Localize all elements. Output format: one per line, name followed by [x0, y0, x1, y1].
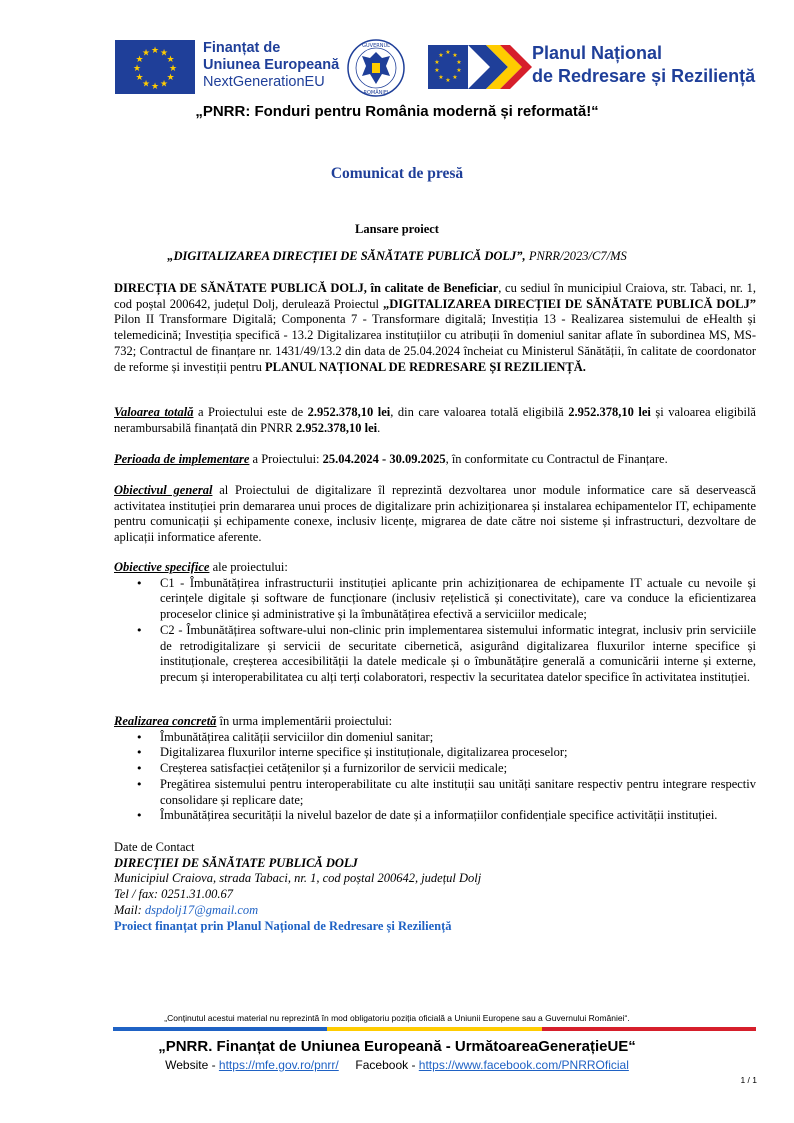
footer-links: Website - https://mfe.gov.ro/pnrr/ Facebook - https://www.facebook.com/PNRROficial: [165, 1058, 629, 1072]
svg-text:★: ★: [452, 52, 458, 59]
value-paragraph: Valoarea totală a Proiectului este de 2.952.378,10 lei, din care valoarea totală eligibilă 2.952.378,10 lei și valoarea eligibilă nerambursabilă finanțată din PNRR 2.952.378,10 lei.: [114, 405, 756, 435]
svg-text:★: ★: [150, 46, 160, 56]
svg-text:★: ★: [456, 67, 462, 74]
svg-text:★: ★: [141, 79, 151, 90]
funding-note: Proiect finanțat prin Planul Național de Redresare și Reziliență: [114, 918, 452, 933]
header-logos: [0, 36, 794, 98]
period-paragraph: Perioada de implementare a Proiectului: 25.04.2024 - 30.09.2025, în conformitate cu Contractul de Finanțare.: [114, 452, 668, 466]
results-section: Realizarea concretă în urma implementării proiectului: • Îmbunătățirea calității serviciilor din domeniul sanitar; • Digitalizarea fluxurilor interne specifice și instituționale, digitalizarea proceselor; • Creșterea satisfacției cetățenilor și a furnizorilor de servicii medicale; • Pregătirea sistemului pentru interoperabilitate cu alte instituții sau unități sanitare respectiv pentru integrare respectiv consolidare și replicare date; • Îmbunătățirea securității la nivelul bazelor de date și a informațiilor confidențiale specifice activității instituției.: [114, 714, 756, 824]
svg-text:★: ★: [438, 52, 444, 59]
eu-funding-label: Finanțat de Uniunea Europeană NextGenerationEU: [203, 40, 340, 90]
slogan: „PNRR: Fonduri pentru România modernă și reformată!“: [195, 103, 599, 120]
list-item: • Digitalizarea fluxurilor interne specifice și instituționale, digitalizarea proceselor;: [114, 745, 756, 761]
website-link[interactable]: https://mfe.gov.ro/pnrr/: [218, 1058, 339, 1072]
project-title: „DIGITALIZAREA DIRECȚIEI DE SĂNĂTATE PUBLICĂ DOLJ”, PNRR/2023/C7/MS: [167, 249, 627, 263]
svg-text:★: ★: [141, 48, 151, 59]
list-item: • Pregătirea sistemului pentru interoperabilitate cu alte instituții sau unități sanitare respectiv pentru integrare respectiv consolidare și replicare date;: [114, 777, 756, 808]
list-item: • Îmbunătățirea calității serviciilor din domeniul sanitar;: [114, 730, 756, 746]
svg-text:★: ★: [159, 79, 169, 90]
disclaimer: „Conținutul acestui material nu reprezintă în mod obligatoriu poziția oficială a Uniunii Europene sau a Guvernului României“.: [164, 1013, 630, 1023]
crest-bottom-text: ROMÂNIEI: [363, 90, 389, 96]
list-item: • Îmbunătățirea securității la nivelul bazelor de date și a informațiilor confidențiale specifice activității instituției.: [114, 808, 756, 824]
government-crest-icon: [346, 38, 406, 98]
pnrr-title: Planul Național de Redresare și Reziliență: [532, 43, 756, 86]
contact-heading: Date de Contact: [114, 840, 195, 854]
footer-title: „PNRR. Finanțat de Uniunea Europeană - UrmătoareaGenerațieUE“: [158, 1038, 636, 1055]
list-item: • C2 - Îmbunătățirea software-ului non-clinic prin implementarea sistemului informatic integrat, inclusiv prin serviciile de retrodigitalizare și servicii de securitate cibernetică, asigurând digitalizarea fluxurilor interne specifice și instituționale, creșterea accesibilității la datele medicale și o îmbunătățire generală a comunicării interne și externe, precum și interoperabilitatea cu alți terți colaboratori, respectiv la securitatea datelor specifice în activitatea instituției.: [114, 623, 756, 686]
intro-paragraph: DIRECȚIA DE SĂNĂTATE PUBLICĂ DOLJ, în calitate de Beneficiar, cu sediul în municipiul Craiova, str. Tabaci, nr. 1, cod poștal 200642, județul Dolj, derulează Proiectul „DIGITALIZAREA DIRECȚIEI DE SĂNĂTATE PUBLICĂ DOLJ” Pilon II Transformare Digitală; Componenta 7 - Transformare digitală; Investiția 13 - Realizarea sistemului de eHealth și telemedicină; Investiția specifică - 13.2 Digitalizarea instituțiilor cu atribuții în domeniul sanitar aflate în subordinea MS, MS-732; Contractul de finanțare nr. 1431/49/13.2 din data de 25.04.2024 încheiat cu Ministerul Sănătății, în calitate de coordonator de reforme și investiții pentru PLANUL NAȚIONAL DE REDRESARE ȘI REZILIENȚĂ.: [114, 281, 757, 374]
svg-text:★: ★: [132, 64, 142, 74]
contact-block: [114, 840, 714, 934]
objective-paragraph: Obiectivul general al Proiectului de digitalizare îl reprezintă dezvoltarea unor module informatice care să deservească activitatea instituției prin demararea unui proces de digitalizare prin achiziționarea și instalarea echipamentelor IT, echipamente pentru comunicații și echipamente conexe, inclusiv licențe, migrarea de date către noi sisteme și infrastructuri, dezvoltare de aplicații informatice aferente.: [114, 483, 756, 545]
mail-link[interactable]: dspdolj17@gmail.com: [144, 902, 259, 917]
svg-text:★: ★: [434, 59, 440, 66]
contact-org: DIRECȚIEI DE SĂNĂTATE PUBLICĂ DOLJ: [114, 855, 358, 870]
contact-phone: Tel / fax: 0251.31.00.67: [114, 887, 233, 902]
svg-text:★: ★: [456, 59, 462, 66]
facebook-link[interactable]: https://www.facebook.com/PNRROficial: [418, 1058, 629, 1072]
contact-address: Municipiul Craiova, strada Tabaci, nr. 1, cod poștal 200642, județul Dolj: [114, 871, 482, 886]
eu-flag-icon: [115, 40, 195, 94]
svg-text:★: ★: [445, 77, 451, 84]
page-title: Comunicat de presă: [330, 165, 464, 182]
section-heading: Lansare proiect: [355, 222, 439, 236]
list-item: • C1 - Îmbunătățirea infrastructurii instituției aplicante prin achiziționarea de echipamente IT actuale cu nevoile și cerințele digitale și software de funcționare (inclusiv rețelistică și conectivitate), care va conduce la eficientizarea proceselor clinice și administrative și la îmbunătățirea efectivă a serviciilor medicale;: [114, 576, 756, 623]
svg-text:★: ★: [135, 55, 144, 65]
svg-text:★: ★: [438, 74, 444, 81]
svg-text:★: ★: [166, 73, 175, 83]
svg-text:★: ★: [445, 49, 451, 56]
svg-text:★: ★: [434, 67, 440, 74]
page-number: 1 / 1: [740, 1075, 757, 1085]
list-item: • Creșterea satisfacției cetățenilor și a furnizorilor de servicii medicale;: [114, 761, 756, 777]
svg-text:★: ★: [135, 73, 144, 83]
svg-text:★: ★: [150, 82, 160, 92]
svg-text:★: ★: [166, 55, 175, 65]
specific-objectives: Obiective specifice ale proiectului: • C1 - Îmbunătățirea infrastructurii instituției aplicante prin achiziționarea de echipamente IT actuale cu nevoile și cerințele digitale și software de funcționare (inclusiv rețelistică și conectivitate), care va conduce la eficientizarea proceselor clinice și administrative și la îmbunătățirea efectivă a serviciilor medicale; • C2 - Îmbunătățirea software-ului non-clinic prin implementarea sistemului informatic integrat, inclusiv prin serviciile de retrodigitalizare și servicii de securitate cibernetică, asigurând digitalizarea fluxurilor interne specifice și instituționale, creșterea accesibilității la datele medicale și o îmbunătățire generală a comunicării interne și externe, precum și interoperabilitatea cu alți terți colaboratori, respectiv la securitatea datelor specifice în activitatea instituției.: [114, 560, 756, 686]
svg-text:★: ★: [159, 48, 169, 59]
contact-mail: Mail: dspdolj17@gmail.com: [114, 902, 259, 917]
svg-text:★: ★: [452, 74, 458, 81]
pnrr-logo-icon: [428, 39, 532, 95]
tricolor-divider: [113, 1027, 756, 1031]
svg-text:★: ★: [168, 64, 178, 74]
crest-top-text: GUVERNUL: [362, 43, 390, 49]
